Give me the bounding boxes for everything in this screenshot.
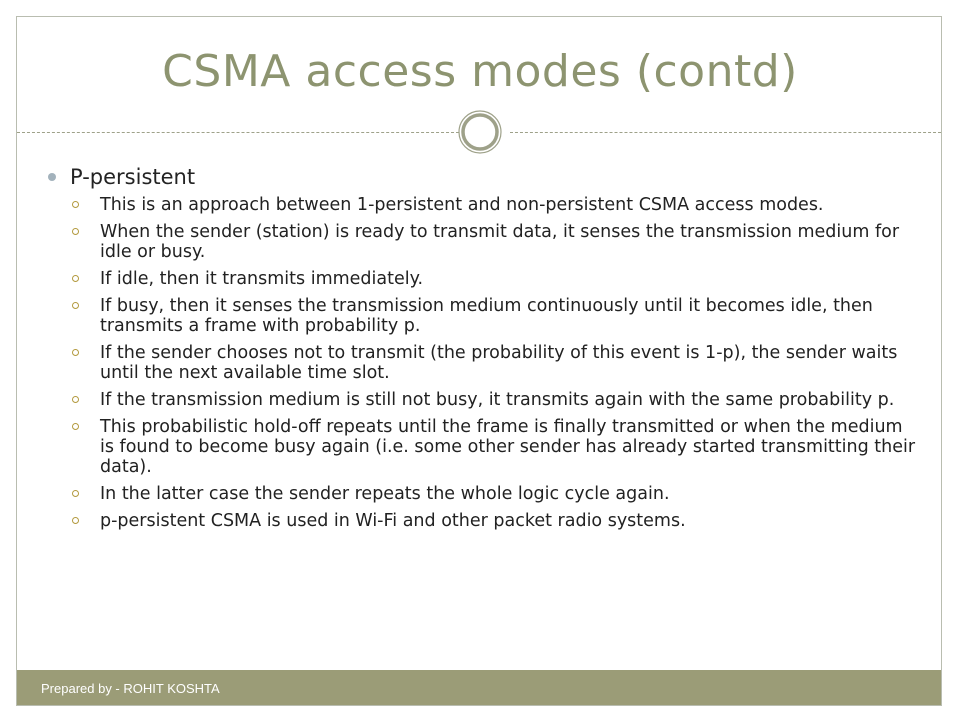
sub-bullet-text: This probabilistic hold-off repeats until the frame is finally transmitted or when the medium is found to become busy again (i.e. some other sender has already started transmitting their data). bbox=[100, 417, 916, 477]
ring-bullet-icon bbox=[72, 423, 79, 430]
sub-bullet-text: If idle, then it transmits immediately. bbox=[100, 269, 424, 289]
sub-bullet-item bbox=[46, 222, 926, 262]
ring-bullet-icon bbox=[72, 396, 79, 403]
ring-bullet-icon bbox=[72, 228, 79, 235]
sub-bullet-item bbox=[46, 195, 926, 215]
sub-bullet-text: This is an approach between 1-persistent and non-persistent CSMA access modes. bbox=[100, 195, 824, 215]
ring-bullet-icon bbox=[72, 349, 79, 356]
ring-bullet-icon bbox=[72, 490, 79, 497]
footer-credit: Prepared by - ROHIT KOSHTA bbox=[41, 681, 220, 696]
sub-bullet-text: If the sender chooses not to transmit (the probability of this event is 1-p), the sender waits until the next available time slot. bbox=[100, 343, 898, 383]
sub-bullet-item bbox=[46, 511, 926, 531]
ring-bullet-icon bbox=[72, 302, 79, 309]
sub-bullet-text: If busy, then it senses the transmission medium continuously until it becomes idle, then transmits a frame with probability p. bbox=[100, 296, 873, 336]
main-bullet-item bbox=[46, 163, 926, 191]
sub-bullet-item bbox=[46, 417, 926, 477]
slide-content bbox=[46, 163, 926, 538]
sub-bullet-list bbox=[46, 195, 926, 531]
ring-bullet-icon bbox=[72, 517, 79, 524]
footer-bar bbox=[17, 670, 941, 705]
sub-bullet-text: p-persistent CSMA is used in Wi-Fi and other packet radio systems. bbox=[100, 511, 686, 531]
sub-bullet-item bbox=[46, 296, 926, 336]
main-bullet-text: P-persistent bbox=[70, 165, 196, 189]
circle-ornament-icon bbox=[457, 109, 503, 155]
dot-bullet-icon bbox=[48, 173, 56, 181]
slide-title: CSMA access modes (contd) bbox=[162, 46, 798, 97]
sub-bullet-item bbox=[46, 390, 926, 410]
title-divider-right bbox=[510, 132, 941, 133]
sub-bullet-text: When the sender (station) is ready to transmit data, it senses the transmission medium for idle or busy. bbox=[100, 222, 900, 262]
ring-bullet-icon bbox=[72, 275, 79, 282]
ring-bullet-icon bbox=[72, 201, 79, 208]
title-divider-left bbox=[17, 132, 459, 133]
sub-bullet-text: In the latter case the sender repeats the whole logic cycle again. bbox=[100, 484, 670, 504]
sub-bullet-text: If the transmission medium is still not busy, it transmits again with the same probability p. bbox=[100, 390, 895, 410]
sub-bullet-item bbox=[46, 484, 926, 504]
sub-bullet-item bbox=[46, 343, 926, 383]
sub-bullet-item bbox=[46, 269, 926, 289]
